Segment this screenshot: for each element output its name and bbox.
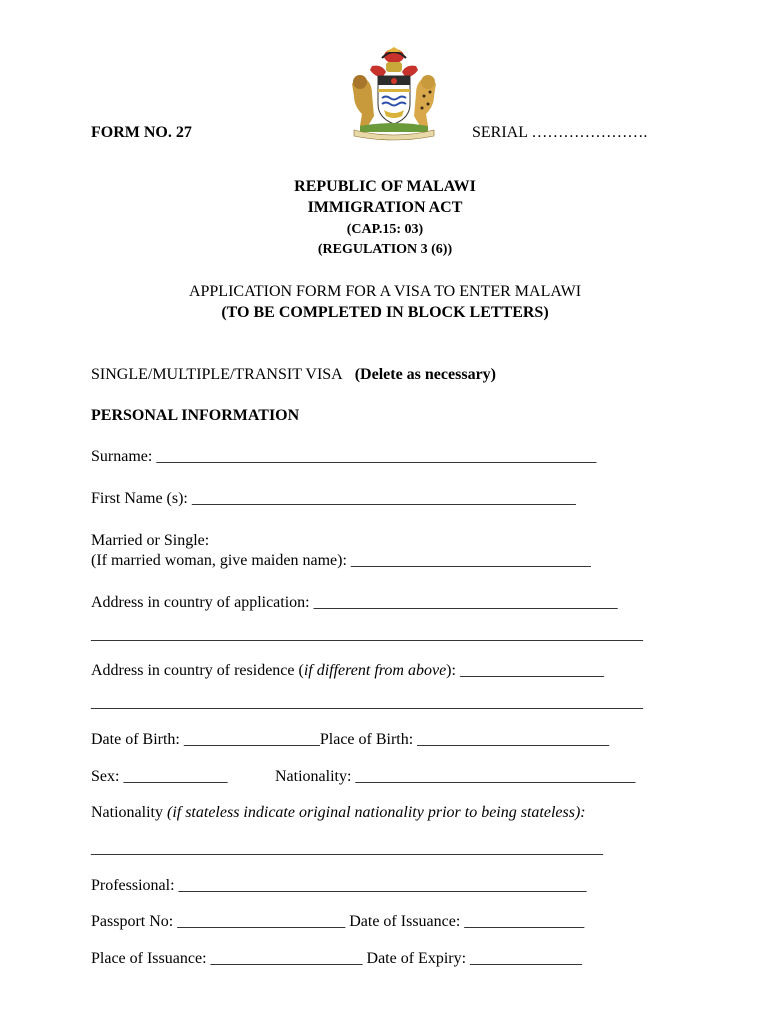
title-cap: (CAP.15: 03): [346, 222, 424, 237]
original-nationality-line: [91, 804, 586, 822]
address-residence-label: Address in country of residence (: [91, 662, 304, 679]
form-number: FORM NO. 27: [91, 124, 192, 141]
address-application-field[interactable]: Address in country of application: ______________________________________: [91, 594, 618, 611]
original-nationality-field[interactable]: ________________________________________________________________: [91, 840, 603, 857]
coat-of-arms-logo: [342, 46, 446, 141]
visa-type-line: [91, 366, 496, 384]
place-expiry-field[interactable]: Place of Issuance: ___________________ Date of Expiry: ______________: [91, 950, 583, 967]
title-act: IMMIGRATION ACT: [307, 199, 463, 216]
address-application-continued[interactable]: _____________________________________________________________________: [91, 626, 643, 643]
address-residence-field[interactable]: [91, 662, 604, 680]
serial-field: SERIAL ………………….: [472, 124, 648, 141]
maiden-name-field[interactable]: (If married woman, give maiden name): ______________________________: [91, 552, 591, 569]
first-name-field[interactable]: First Name (s): ________________________________________________: [91, 490, 576, 507]
address-residence-blank: ): __________________: [446, 662, 604, 679]
title-regulation: (REGULATION 3 (6)): [317, 242, 453, 257]
marital-status-label: Married or Single:: [91, 532, 210, 549]
passport-issuance-field[interactable]: Passport No: _____________________ Date of Issuance: _______________: [91, 913, 585, 930]
surname-field[interactable]: Surname: _______________________________________________________: [91, 448, 597, 465]
original-nationality-note: (if stateless indicate original nationality prior to being stateless):: [166, 804, 586, 821]
original-nationality-label: Nationality: [91, 804, 163, 821]
title-country: REPUBLIC OF MALAWI: [294, 178, 476, 195]
address-residence-note: if different from above: [303, 662, 447, 679]
form-instruction: (TO BE COMPLETED IN BLOCK LETTERS): [221, 304, 549, 321]
professional-field[interactable]: Professional: ___________________________________________________: [91, 877, 587, 894]
address-residence-continued[interactable]: _____________________________________________________________________: [91, 694, 643, 711]
birth-date-place-field[interactable]: Date of Birth: _________________Place of Birth: ________________________: [91, 731, 610, 748]
sex-field[interactable]: Sex: _____________: [91, 768, 228, 785]
visa-type-label: SINGLE/MULTIPLE/TRANSIT VISA: [91, 366, 343, 383]
section-heading-personal: PERSONAL INFORMATION: [91, 407, 300, 424]
nationality-field[interactable]: Nationality: ___________________________________: [275, 768, 636, 785]
form-title: APPLICATION FORM FOR A VISA TO ENTER MALAWI: [188, 283, 582, 300]
visa-type-note: (Delete as necessary): [354, 366, 496, 383]
